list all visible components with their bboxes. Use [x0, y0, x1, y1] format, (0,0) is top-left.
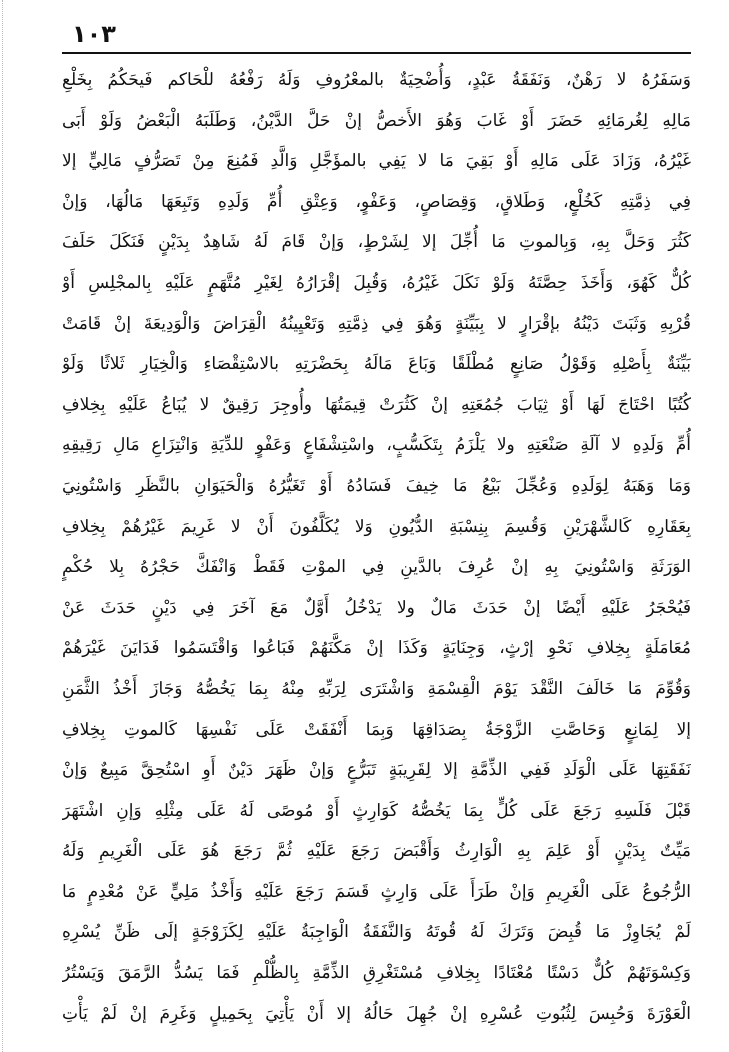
text-line: كَثُرَ وَحَلَّ بِهِ، وَبِالموتِ مَا أُجِّلَ إلا لِشَرْطٍ، وَإنْ قَامَ لَهُ شَاهِدٌ بِدَيْنٍ فَنَكَلَ حَلَفَ	[62, 232, 691, 253]
text-line: بَيِّنَةٌ بِأَصْلِهِ وَقَوْلُ صَانِعٍ مُطْلَقًا وَبَاعَ مَالَهُ بِحَضْرَتِهِ بالاسْتِقْصَاءِ وَالْخِيَارِ ثَلاثًا وَلَوْ	[62, 354, 691, 375]
text-line: قَبْلَ فَلَسِهِ رَجَعَ عَلَى كُلٍّ بِمَا يَخُصُّهُ كَوَارِثٍ أَوْ مُوصًى لَهُ عَلَى مِثْلِهِ وَإنِ اشْتَهَرَ	[62, 800, 691, 821]
text-line: وَكِسْوَتَهُمْ كُلٌّ دَسْتًا مُعْتَادًا بِخِلافِ مُسْتَغْرِقِ الذِّمَّةِ بِالظُّلْمِ فَمَا يَسُدُّ الرَّمَقَ وَيَسْتُرُ	[62, 963, 691, 984]
text-line: قُرْبِهِ وَثَبَتَ دَيْنُهُ بإقْرَارٍ لا بِبَيِّنَةٍ وَهُوَ فِي ذِمَّتِهِ وَتَعْيِينُهُ الْقِرَاضَ وَالْوَدِيعَةَ إنْ قَامَتْ	[62, 313, 691, 334]
text-line: وَقُوِّمَ مَا خَالَفَ النَّقْدَ يَوْمَ الْقِسْمَةِ وَاشْتَرَى لِرَبِّهِ مِنْهُ بِمَا يَخُصُّهُ وَجَازَ أَخْذُ الثَّمَنِ	[62, 678, 691, 699]
text-line: مَيِّتٌ بِدَيْنٍ أَوْ عَلِمَ بِهِ الْوَارِثُ وَأَقْبَضَ رَجَعَ عَلَيْهِ ثُمَّ رَجَعَ هُوَ عَلَى الْغَرِيمِ وَلَهُ	[62, 841, 691, 862]
text-line: نَفَقَتِهَا عَلَى الْوَلَدِ فَفِي الذِّمَّةِ إلا لِقَرِيبَةٍ تَبَرُّعٍ وَإنْ ظَهَرَ دَيْنٌ أَوِ اسْتُحِقَّ مَبِيعٌ وَإنْ	[62, 760, 691, 781]
header-rule	[62, 52, 691, 54]
text-line: فِي ذِمَّتِهِ كَخُلْعٍ، وَطَلاقٍ، وَقِصَاصٍ، وَعَفْوٍ، وَعِتْقِ أُمِّ وَلَدِهِ وَتَبِعَهَا مَالُهَا، وَإنْ	[62, 191, 691, 212]
text-line: فَيُحْجَرُ عَلَيْهِ أَيْضًا إنْ حَدَثَ مَالٌ ولا يَدْخُلُ أَوَّلٌ مَعَ آخَرَ فِي دَيْنٍ حَدَثَ عَنْ	[62, 597, 691, 618]
text-line: إلا لِمَانِعٍ وَحَاصَّتِ الزَّوْجَةُ بِصَدَاقِهَا وَبِمَا أَنْفَقَتْ عَلَى نَفْسِهَا كَالموتِ بِخِلافِ	[62, 719, 691, 740]
scan-edge-mark	[2, 0, 3, 1052]
text-line: كُتُبًا احْتَاجَ لَهَا أَوْ ثِيَابَ جُمُعَتِهِ إنْ كَثُرَتْ قِيمَتُهَا وأُوجِرَ رَقِيقٌ لا يُبَاعُ عَلَيْهِ بِخِلافِ	[62, 394, 691, 415]
text-line: كُلٌّ كَهُوَ، وَأَخَذَ حِصَّتَهُ وَلَوْ نَكَلَ غَيْرُهُ، وَقُبِلَ إقْرَارُهُ لِغَيْرِ مُتَّهَمٍ عَلَيْهِ بِالمجْلِسِ أَوْ	[62, 272, 691, 293]
text-line: الرُّجُوعُ عَلَى الْغَرِيمِ وَإنْ طَرَأَ عَلَى وَارِثٍ قَسَمَ رَجَعَ عَلَيْهِ وَأَخْذُ مَلِيٍّ عَنْ مُعْدِمٍ مَا	[62, 881, 691, 902]
text-line: لَمْ يُجَاوِزْ مَا قُبِضَ وَتَرَكَ لَهُ قُوتَهُ وَالنَّفَقَةُ الْوَاجِبَةُ عَلَيْهِ لِكَزَوْجَةٍ إلَى ظَنِّ يُسْرِهِ	[62, 922, 691, 943]
body-text	[62, 60, 691, 1034]
text-line: وَمَا وَهَبَهُ لِوَلَدِهِ وَعُجِّلَ بَيْعُ مَا خِيفَ فَسَادُهُ أَوْ تَغَيُّرُهُ وَالْحَيَوَانِ بالنَّظَرِ وَاسْتُونِيَ	[62, 475, 691, 496]
text-line: وَسَفَرُهُ لا رَهْنٌ، وَنَفَقَةُ عَبْدٍ، وَأُضْحِيَةٌ بالمعْرُوفِ وَلَهُ رَفْعُهُ للْحَاكم فَيحَكُمُ بِخَلْعِ	[62, 70, 691, 90]
page-number: ١٠٣	[72, 20, 116, 48]
text-line: مُعَامَلَةٍ بِخِلافِ نَحْوِ إرْثٍ، وَجِنَايَةٍ وَكَذَا إنْ مَكَّنَهُمْ فَبَاعُوا وَاقْتَسَمُوا فَدَايَنَ غَيْرَهُمْ	[62, 638, 691, 659]
text-line: بِعَقَارِهِ كَالشَّهْرَيْنِ وَقُسِمَ بِنِسْبَةِ الدُّيُونِ وَلا يُكَلَّفُونَ أَنْ لا غَرِيمَ غَيْرُهُمْ بِخِلافِ	[62, 516, 691, 537]
text-line: مَالِهِ لِغُرمَائِهِ حَضَرَ أَوْ غَابَ وَهُوَ الأَخصُّ إنْ حَلَّ الدَّيْنُ، وَطَلَبَهُ الْبَعْضُ وَلَوْ أَبَى	[62, 110, 691, 131]
text-line: الوَرَثَةِ وَاسْتُونِيَ بِهِ إنْ عُرِفَ بالدَّينِ فِي الموْتِ فَقَطْ وَانْفَكَّ حَجْرُهُ بِلا حُكْمٍ	[62, 557, 691, 578]
text-line: الْعَوْرَةَ وَحُبِسَ لِثُبُوتِ عُسْرِهِ إنْ جُهِلَ حَالُهُ إلا أَنْ يَأْتِيَ بِحَمِيلٍ وَغَرِمَ إنْ لَمْ يَأْتِ	[62, 1003, 691, 1024]
text-line: غَيْرُهُ، وَزَادَ عَلَى مَالِهِ أَوْ بَقِيَ مَا لا يَفِي بالمؤَجَّلِ وَالَّدِ فَمُنِعَ مِنْ تَصَرُّفٍ مَالِيٍّ إلا	[62, 151, 691, 172]
text-line: أُمِّ وَلَدِهِ لا آلَةِ صَنْعَتِهِ ولا يَلْزَمُ بِتَكَسُّبٍ، واسْتِشْفَاعٍ وَعَفْوٍ للدِّيَةِ وَانْتِزَاعِ مَالِ رَقِيقِهِ	[62, 435, 691, 456]
